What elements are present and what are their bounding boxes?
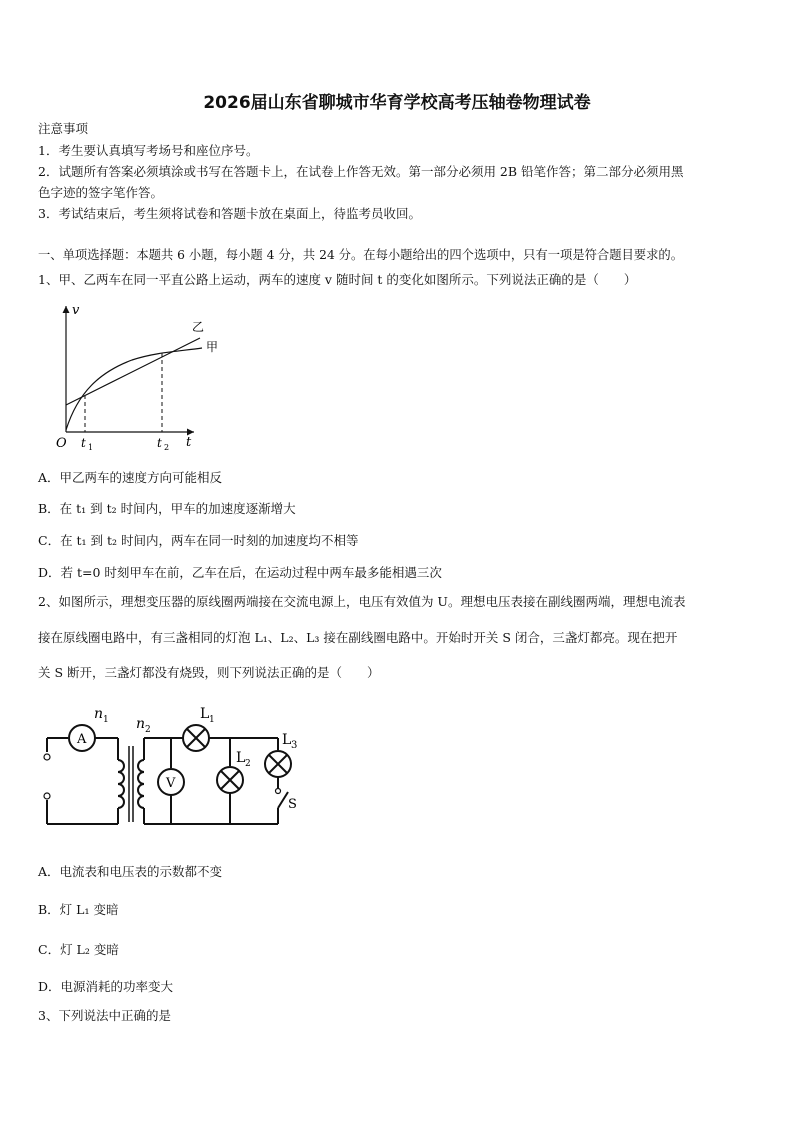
notice-item-1: 1．考生要认真填写考场号和座位序号。 xyxy=(38,143,259,158)
voltmeter-label: V xyxy=(166,776,176,791)
curve-yi xyxy=(66,338,200,405)
l3-label: L xyxy=(282,732,292,748)
l2-subscript: 2 xyxy=(245,759,251,769)
notice-heading: 注意事项 xyxy=(38,121,89,136)
l1-subscript: 1 xyxy=(209,715,215,725)
q2-option-c: C．灯 L₂ 变暗 xyxy=(38,942,119,957)
q1-vt-graph xyxy=(52,300,222,452)
section-heading: 一、单项选择题：本题共 6 小题，每小题 4 分，共 24 分。在每小题给出的四个选项中，只有一项是符合题目要求的。 xyxy=(38,248,683,262)
t-axis-label: t xyxy=(186,435,192,450)
l1-label: L xyxy=(200,706,210,722)
v-axis-label: v xyxy=(72,303,80,318)
l2-label: L xyxy=(236,750,246,766)
n1-subscript: 1 xyxy=(103,715,109,725)
curve-jia xyxy=(66,348,202,430)
notice-item-2: 2．试题所有答案必须填涂或书写在答题卡上，在试卷上作答无效。第一部分必须用 2B 铅笔作答；第二部分必须用黑 xyxy=(38,164,684,179)
terminal-bottom xyxy=(44,793,50,799)
switch-blade xyxy=(278,792,288,808)
q2-stem-line-2: 接在原线圈电路中，有三盏相同的灯泡 L₁、L₂、L₃ 接在副线圈电路中。开始时开关 S 闭合，三盏灯都亮。现在把开 xyxy=(38,630,678,645)
q2-option-b: B．灯 L₁ 变暗 xyxy=(38,902,119,917)
q2-stem-line-1: 2、如图所示，理想变压器的原线圈两端接在交流电源上，电压有效值为 U。理想电压表接在副线圈两端，理想电流表 xyxy=(38,594,686,609)
q1-option-b: B．在 t₁ 到 t₂ 时间内，甲车的加速度逐渐增大 xyxy=(38,501,296,516)
n2-subscript: 2 xyxy=(145,725,151,735)
q1-option-d: D．若 t=0 时刻甲车在前，乙车在后，在运动过程中两车最多能相遇三次 xyxy=(38,565,442,580)
q2-option-d: D．电源消耗的功率变大 xyxy=(38,979,174,994)
t1-label: t xyxy=(81,436,86,450)
t2-label: t xyxy=(157,436,162,450)
q1-option-a: A．甲乙两车的速度方向可能相反 xyxy=(38,470,223,485)
ammeter-label: A xyxy=(77,732,87,747)
switch-contact xyxy=(276,789,281,794)
switch-label: S xyxy=(288,797,297,812)
q1-stem: 1、甲、乙两车在同一平直公路上运动，两车的速度 v 随时间 t 的变化如图所示。下列说法正确的是（ ） xyxy=(38,272,637,287)
notice-item-2-cont: 色字迹的签字笔作答。 xyxy=(38,185,164,200)
n2-label: n xyxy=(136,716,146,732)
page-title: 2026届山东省聊城市华育学校高考压轴卷物理试卷 xyxy=(203,93,591,113)
t1-subscript: 1 xyxy=(88,443,94,452)
q3-stem: 3、下列说法中正确的是 xyxy=(38,1008,171,1023)
q2-option-a: A．电流表和电压表的示数都不变 xyxy=(38,864,223,879)
terminal-top xyxy=(44,754,50,760)
q2-circuit-diagram xyxy=(38,700,308,832)
curve-jia-label: 甲 xyxy=(206,340,219,354)
notice-item-3: 3．考试结束后，考生须将试卷和答题卡放在桌面上，待监考员收回。 xyxy=(38,206,421,221)
q2-stem-line-3: 关 S 断开，三盏灯都没有烧毁，则下列说法正确的是（ ） xyxy=(38,665,380,680)
secondary-coil xyxy=(138,760,144,808)
n1-label: n xyxy=(94,706,104,722)
origin-label: O xyxy=(56,436,67,451)
q1-option-c: C．在 t₁ 到 t₂ 时间内，两车在同一时刻的加速度均不相等 xyxy=(38,533,359,548)
t2-subscript: 2 xyxy=(164,443,170,452)
l3-subscript: 3 xyxy=(291,740,298,751)
curve-yi-label: 乙 xyxy=(192,320,205,334)
primary-coil xyxy=(118,760,124,808)
